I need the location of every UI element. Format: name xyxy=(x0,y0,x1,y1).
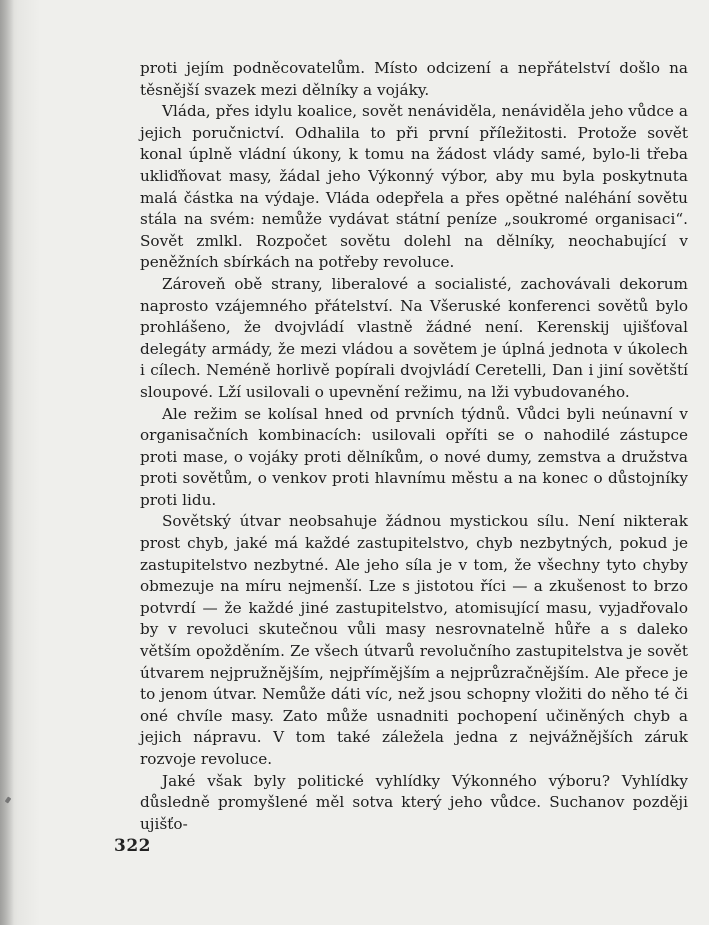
paragraph: Zároveň obě strany, liberalové a socialisté, zachovávali dekorum naprosto vzájemného přátelství. Na Všeruské konferenci sovětů bylo prohlášeno, že dvojvládí vlastně žádné není. Kerenskij ujišťoval delegáty armády, že mezi vládou a sovětem je úplná jednota v úkolech i cílech. Neméně horlivě popírali dvojvládí Ceretelli, Dan i jiní sovětští sloupové. Lží usilovali o upevnění režimu, na lži vybudovaného. xyxy=(140,274,688,401)
body-text xyxy=(140,58,688,835)
paragraph: Vláda, přes idylu koalice, sovět nenáviděla, nenáviděla jeho vůdce a jejich poručnictví. Odhalila to při první příležitosti. Protože sovět konal úplně vládní úkony, k tomu na žádost vlády samé, bylo-li třeba ukliďňovat masy, žádal jeho Výkonný výbor, aby mu byla poskytnuta malá částka na výdaje. Vláda odepřela a přes opětné naléhání sovětu stála na svém: nemůže vydávat státní peníze „soukromé organisaci“. Sovět zmlkl. Rozpočet sovětu dolehl na dělníky, neochabující v peněžních sbírkách na potřeby revoluce. xyxy=(140,102,688,272)
binding-shadow xyxy=(0,0,14,925)
page-number: 322 xyxy=(114,836,151,856)
paragraph: Jaké však byly politické vyhlídky Výkonného výboru? Vyhlídky důsledně promyšlené měl sotva který jeho vůdce. Suchanov později ujišťo- xyxy=(140,771,688,833)
paragraph: Sovětský útvar neobsahuje žádnou mystickou sílu. Není nikterak prost chyb, jaké má každé zastupitelstvo, chyb nezbytných, pokud je zastupitelstvo nezbytné. Ale jeho síla je v tom, že všechny tyto chyby obmezuje na míru nejmenší. Lze s jistotou říci — a zkušenost to brzo potvrdí — že každé jiné zastupitelstvo, atomisující masu, vyjadřovalo by v revoluci skutečnou vůli masy nesrovnatelně hůře a s daleko větším opožděním. Ze všech útvarů revolučního zastupitelstva je sovět útvarem nejpružnějším, nejpřímějším a nejprůzračnějším. Ale přece je to jenom útvar. Nemůže dáti víc, než jsou schopny vložiti do něho té či oné chvíle masy. Zato může usnadniti pochopení učiněných chyb a jejich nápravu. V tom také záležela jedna z nejvážnějších záruk rozvoje revoluce. xyxy=(140,512,688,768)
paragraph: Ale režim se kolísal hned od prvních týdnů. Vůdci byli neúnavní v organisačních kombinacích: usilovali opříti se o nahodilé zástupce proti mase, o vojáky proti dělníkům, o nové dumy, zemstva a družstva proti sovětům, o venkov proti hlavnímu městu a na konec o důstojníky proti lidu. xyxy=(140,404,688,509)
paragraph-continued: proti jejím podněcovatelům. Místo odcizení a nepřátelství došlo na těsnější svazek mezi dělníky a vojáky. xyxy=(140,59,688,99)
